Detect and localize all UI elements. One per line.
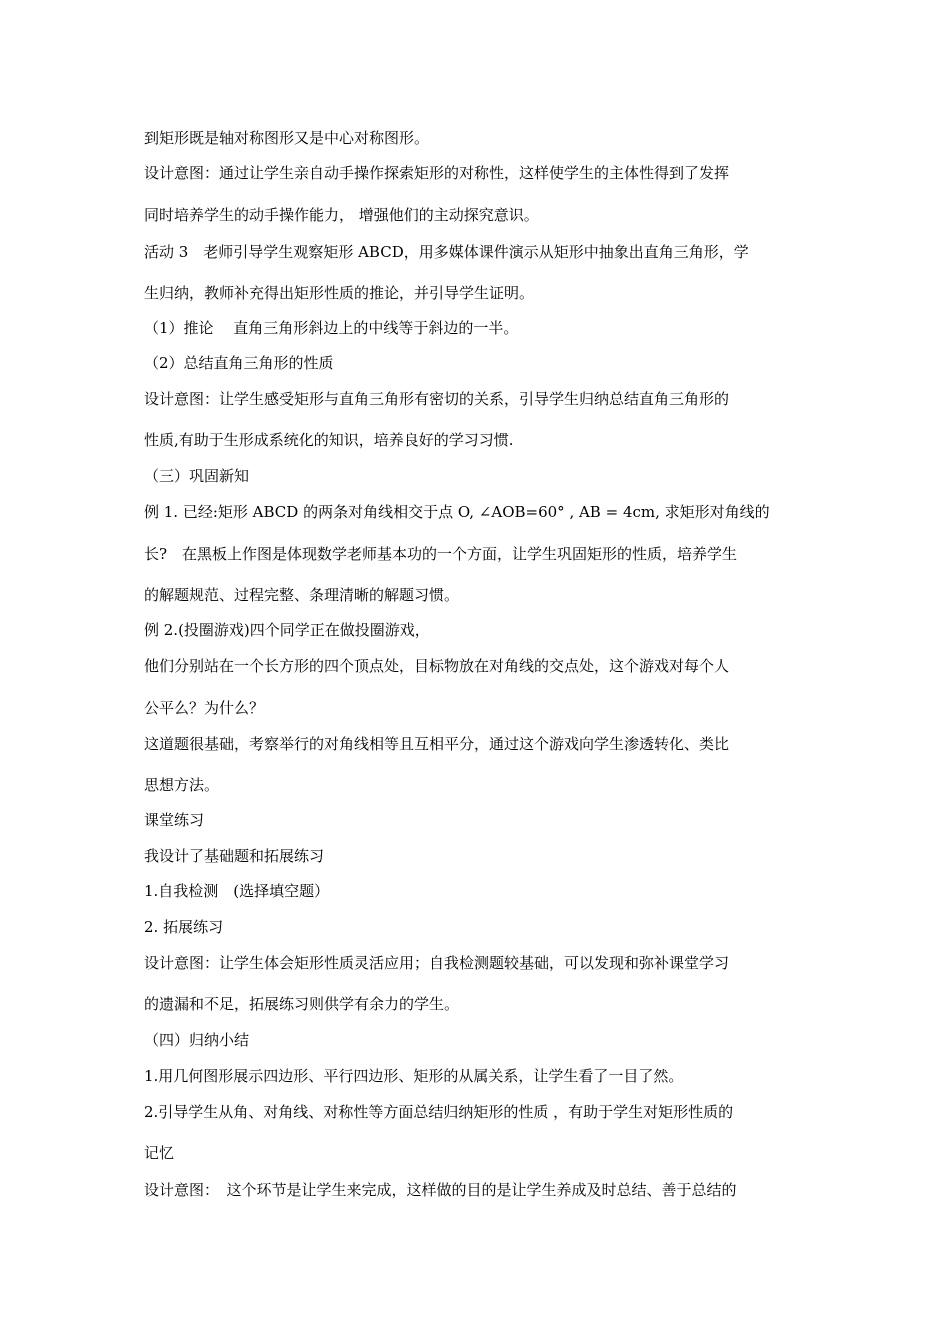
text-line: 思想方法。 — [144, 776, 220, 794]
text-line: 设计意图：让学生感受矩形与直角三角形有密切的关系，引导学生归纳总结直角三角形的 — [144, 390, 730, 408]
text-line: 到矩形既是轴对称图形又是中心对称图形。 — [144, 129, 430, 147]
text-line: 活动 3 老师引导学生观察矩形 ABCD，用多媒体课件演示从矩形中抽象出直角三角形，学 — [144, 243, 749, 261]
section-heading: 课堂练习 — [144, 811, 205, 829]
text-line: 1.用几何图形展示四边形、平行四边形、矩形的从属关系，让学生看了一目了然。 — [144, 1067, 684, 1085]
text-line: 生归纳，教师补充得出矩形性质的推论，并引导学生证明。 — [144, 284, 535, 302]
text-line: 设计意图：让学生体会矩形性质灵活应用；自我检测题较基础，可以发现和弥补课堂学习 — [144, 954, 730, 972]
text-line: 公平么？为什么？ — [144, 699, 265, 717]
text-line: 我设计了基础题和拓展练习 — [144, 847, 325, 865]
text-line: （1）推论 直角三角形斜边上的中线等于斜边的一半。 — [144, 319, 519, 337]
text-line: 这道题很基础，考察举行的对角线相等且互相平分，通过这个游戏向学生渗透转化、类比 — [144, 735, 730, 753]
text-line: 的解题规范、过程完整、条理清晰的解题习惯。 — [144, 586, 460, 604]
text-line: 例 2.(投圈游戏)四个同学正在做投圈游戏， — [144, 621, 430, 639]
text-line: 2.引导学生从角、对角线、对称性等方面总结归纳矩形的性质 ，有助于学生对矩形性质的 — [144, 1103, 734, 1121]
text-line: 设计意图：通过让学生亲自动手操作探索矩形的对称性，这样使学生的主体性得到了发挥 — [144, 164, 730, 182]
text-line: 他们分别站在一个长方形的四个顶点处，目标物放在对角线的交点处，这个游戏对每个人 — [144, 657, 730, 675]
text-line: 长? 在黑板上作图是体现数学老师基本功的一个方面，让学生巩固矩形的性质，培养学生 — [144, 545, 738, 563]
text-line: （2）总结直角三角形的性质 — [144, 354, 334, 372]
text-line: 2. 拓展练习 — [144, 918, 224, 936]
section-heading: （三）巩固新知 — [144, 467, 250, 485]
text-line: 同时培养学生的动手操作能力， 增强他们的主动探究意识。 — [144, 206, 539, 224]
text-line: 记忆 — [144, 1144, 175, 1162]
text-line: 性质,有助于生形成系统化的知识，培养良好的学习习惯. — [144, 431, 514, 449]
text-line: 设计意图： 这个环节是让学生来完成，这样做的目的是让学生养成及时总结、善于总结的 — [144, 1181, 737, 1199]
text-line: 1.自我检测 (选择填空题） — [144, 882, 330, 900]
section-heading: （四）归纳小结 — [144, 1031, 250, 1049]
text-line: 的遗漏和不足，拓展练习则供学有余力的学生。 — [144, 995, 460, 1013]
text-line: 例 1. 已经:矩形 ABCD 的两条对角线相交于点 O, ∠AOB=60° , AB = 4cm, 求矩形对角线的 — [144, 503, 770, 521]
